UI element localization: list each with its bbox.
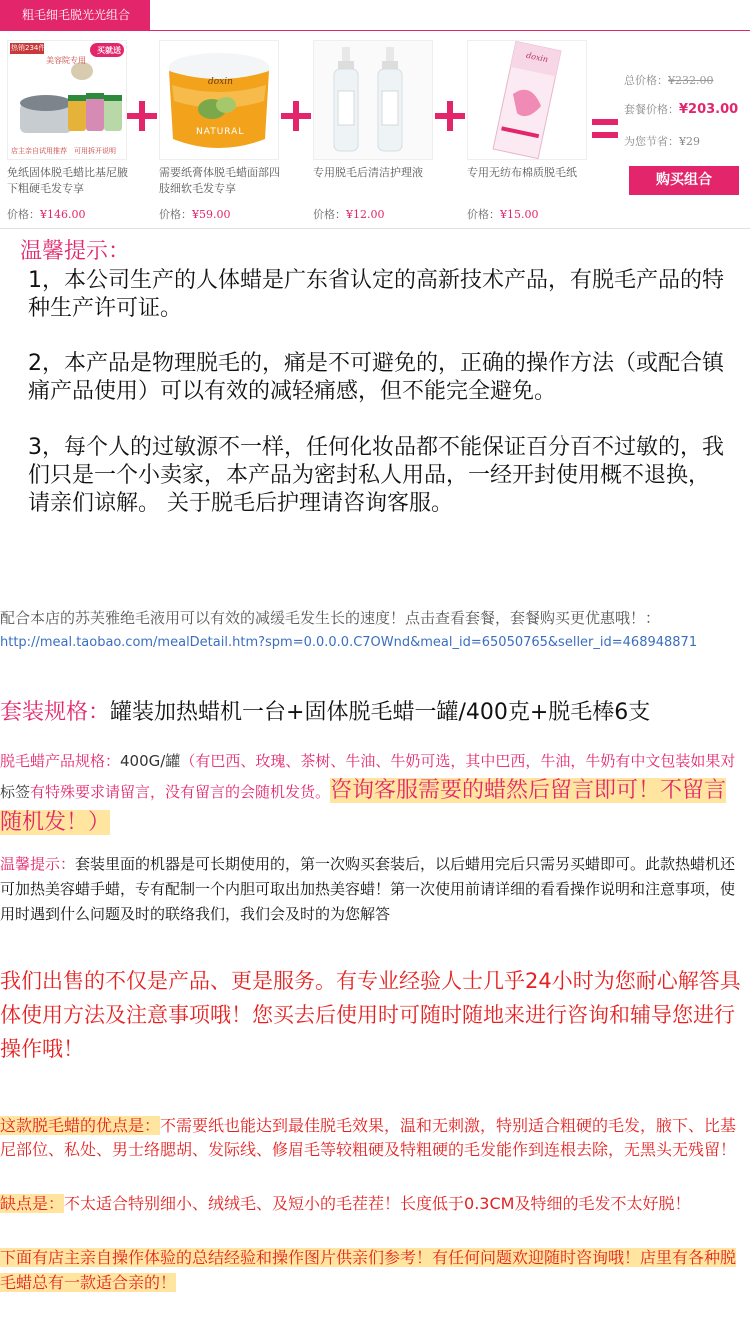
usage-tip xyxy=(0,852,748,927)
kit-spec-value: 罐装加热蜡机一台+固体脱毛蜡一罐/400克+脱毛棒6支 xyxy=(110,700,651,725)
promo-paragraph xyxy=(0,607,748,654)
product-4-name[interactable]: 专用无纺布棉质脱毛纸 xyxy=(467,166,577,179)
plus-icon xyxy=(281,101,311,131)
service-statement: 我们出售的不仅是产品、更是服务。有专业经验人士几乎24小时为您耐心解答具体使用方法及注意事项哦！您买去后使用时可随时随地来进行咨询和辅导您进行操作哦！ xyxy=(0,969,741,1061)
usage-tip-text: 套装里面的机器是可长期使用的，第一次购买套装后，以后蜡用完后只需另买蜡即可。此款热蜡机还可加热美容蜡手蜡，专有配制一个内胆可取出加热美容蜡！第一次使用前请详细的看看操作说明和注意事项，使用时遇到什么问题及时的联络我们，我们会及时的为您解答 xyxy=(0,855,736,923)
product-image-wax-strips[interactable] xyxy=(467,40,587,160)
kit-spec-label: 套装规格： xyxy=(0,700,111,725)
wax-spec-highlight: 咨询客服需要的蜡然后留言即可！不留言随机发！） xyxy=(0,778,727,835)
notice-title: 温馨提示： xyxy=(20,239,131,264)
wax-spec-size: 400G/罐 xyxy=(120,752,181,770)
usage-tip-label: 温馨提示： xyxy=(0,855,76,873)
savings-label: 为您节省： xyxy=(624,135,679,148)
combo-product-3[interactable] xyxy=(313,40,435,221)
product-3-name[interactable]: 专用脱毛后清洁护理液 xyxy=(313,166,423,179)
product-2-price xyxy=(159,206,231,222)
combo-product-4[interactable] xyxy=(467,40,589,221)
notice-item-3: 3，每个人的过敏源不一样，任何化妆品都不能保证百分百不过敏的，我们只是一个小卖家，本产品为密封私人用品，一经开封使用概不退换，请亲们谅解。 关于脱毛后护理请咨询客服。 xyxy=(28,435,724,516)
wax-spec-tag: 标签 xyxy=(0,783,31,801)
disadvantages-paragraph xyxy=(0,1192,748,1216)
meal-link[interactable]: http://meal.taobao.com/mealDetail.htm?spm=0.0.0.0.C7OWnd&meal_id=65050765&seller_id=468948871 xyxy=(0,635,698,650)
price-value: ¥59.00 xyxy=(192,208,231,221)
product-4-brand: doxin xyxy=(525,50,549,65)
product-1-caption-recommend: 店主亲自试用推荐 xyxy=(11,147,67,155)
price-value: ¥12.00 xyxy=(346,208,385,221)
disadvantages-text: 不太适合特别细小、绒绒毛、及短小的毛茬茬！长度低于0.3CM及特细的毛发不太好脱！ xyxy=(64,1194,691,1213)
wax-spec-random: 有特殊要求请留言，没有留言的会随机发货。 xyxy=(30,783,331,801)
product-2-brand: doxin xyxy=(208,77,233,87)
price-value: ¥15.00 xyxy=(500,208,539,221)
product-4-price xyxy=(467,206,539,222)
combo-tab-title[interactable]: 粗毛细毛脱光光组合 xyxy=(0,0,150,30)
product-1-name[interactable]: 免纸固体脱毛蜡比基尼腋下粗硬毛发专享 xyxy=(7,166,128,195)
notice-item-1: 1，本公司生产的人体蜡是广东省认定的高新技术产品，有脱毛产品的特种生产许可证。 xyxy=(28,268,724,321)
plus-icon xyxy=(435,101,465,131)
combo-savings xyxy=(624,133,700,149)
price-label: 价格： xyxy=(159,208,192,221)
advantages-text: 不需要纸也能达到最佳脱毛效果，温和无刺激，特别适合粗硬的毛发，腋下、比基尼部位、私处、男士络腮胡、发际线、修眉毛等较粗硬及特粗硬的毛发能作到连根去除，无黑头无残留！ xyxy=(0,1116,737,1159)
notice-item-2: 2，本产品是物理脱毛的，痛是不可避免的，正确的操作方法（或配合镇痛产品使用）可以有效的减轻痛感，但不能完全避免。 xyxy=(28,351,724,404)
plus-icon xyxy=(127,101,157,131)
final-note xyxy=(0,1245,748,1295)
equals-icon xyxy=(592,119,618,138)
buy-combo-button[interactable]: 购买组合 xyxy=(629,166,739,195)
product-image-wax-jar[interactable] xyxy=(159,40,279,160)
deal-price-label: 套餐价格： xyxy=(624,103,679,116)
wax-jar-illustration xyxy=(160,41,278,159)
price-value: ¥146.00 xyxy=(40,208,86,221)
combo-product-2[interactable] xyxy=(159,40,281,221)
wax-spec-paragraph xyxy=(0,747,748,839)
combo-total-price xyxy=(624,72,714,88)
price-label: 价格： xyxy=(467,208,500,221)
spray-bottles-illustration xyxy=(314,41,432,159)
deal-price-value: ¥203.00 xyxy=(679,102,739,117)
product-1-badge-salon: 美容院专用 xyxy=(46,56,86,65)
product-1-caption-open: 可用拆开说明 xyxy=(74,147,116,155)
product-image-wax-heater-kit[interactable] xyxy=(7,40,127,160)
total-price-label: 总价格： xyxy=(624,74,668,87)
product-2-label: NATURAL xyxy=(196,127,245,137)
product-1-price xyxy=(7,206,86,222)
combo-panel xyxy=(0,31,750,229)
advantages-paragraph xyxy=(0,1114,748,1162)
product-1-badge-gift: 买就送 xyxy=(97,46,121,55)
kit-spec xyxy=(0,699,748,727)
total-price-value: ¥232.00 xyxy=(668,74,714,87)
combo-product-1[interactable] xyxy=(7,40,129,221)
product-2-name[interactable]: 需要纸膏体脱毛蜡面部四肢细软毛发专享 xyxy=(159,166,280,195)
disadvantages-label: 缺点是： xyxy=(0,1194,65,1213)
product-3-price xyxy=(313,206,385,222)
advantages-label: 这款脱毛蜡的优点是： xyxy=(0,1116,161,1135)
price-label: 价格： xyxy=(313,208,346,221)
final-note-text: 下面有店主亲自操作体验的总结经验和操作图片供亲们参考！有任何问题欢迎随时咨询哦！店里有各种脱毛蜡总有一款适合亲的！ xyxy=(0,1248,737,1292)
wax-spec-options: （有巴西、玫瑰、茶树、牛油、牛奶可选，其中巴西，牛油，牛奶有中文包装如果对 xyxy=(180,752,736,770)
product-1-badge-sales: 热销234件 xyxy=(11,44,46,52)
product-image-cleansing-spray[interactable] xyxy=(313,40,433,160)
wax-spec-label: 脱毛蜡产品规格： xyxy=(0,752,121,770)
combo-deal-price xyxy=(624,101,738,117)
price-label: 价格： xyxy=(7,208,40,221)
promo-text: 配合本店的苏芙雅绝毛液用可以有效的减缓毛发生长的速度！点击查看套餐，套餐购买更优惠哦！： xyxy=(0,609,661,627)
savings-value: ¥29 xyxy=(679,135,700,148)
